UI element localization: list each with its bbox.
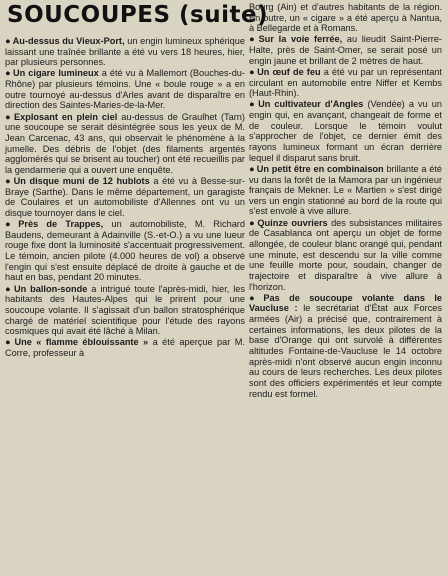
- paragraph-vaucluse: [249, 293, 442, 400]
- paragraph-body: a été vu à Mallemort (Bouches-du-Rhône) par plusieurs témoins. Une « boule rouge » a en outre tournoyé au-dessus d'Arles avant de disparaître en direction des Saintes-Maries-de-la-Mer.: [5, 68, 245, 111]
- paragraph-graulhet: [5, 112, 245, 176]
- paragraph-body: au-dessus de Graulhet (Tarn) une soucoupe se serait désintégrée sous les yeux de M. Jean Carcenac, 43 ans, qui observait le phénomène à la jumelle. Des débris de l'objet (des filaments argentés agglomérés qui se brisent au toucher) ont été recueillis par la gendarmerie qui a ouvert une enquête.: [5, 111, 245, 175]
- bullet-icon: ●: [249, 292, 262, 303]
- right-column: [249, 2, 442, 399]
- paragraph-lead: Une « flamme éblouissante »: [14, 337, 149, 348]
- paragraph-lead: Un cultivateur d'Angles: [258, 99, 364, 110]
- bullet-icon: ●: [249, 34, 257, 45]
- article-title: SOUCOUPES (suite): [7, 2, 269, 28]
- paragraph-ballon-sonde: [5, 284, 245, 337]
- paragraph-lead: Un ballon-sonde: [13, 283, 88, 294]
- bullet-icon: ●: [5, 337, 13, 348]
- paragraph-body: a été vu par un représentant circulant en automobile entre Niffer et Kembs (Haut-Rhin).: [249, 66, 442, 99]
- paragraph-body: Bourg (Ain) et d'autres habitants de la région. En outre, un « cigare » a été aperçu à Nantua, à Bellegarde et à Romans.: [249, 2, 442, 34]
- paragraph-lead: Près de Trappes,: [18, 219, 104, 230]
- paragraph-petit-etre: [249, 164, 442, 217]
- paragraph-body: le secrétariat d'État aux Forces armées (Air) a précisé que, contrairement à certaines informations, les deux pilotes de la base d'Orange qui ont survolé à différentes altitudes Fontaine-de-Vaucluse le 14 octobre après-midi n'ont observé aucun engin inconnu au cours de leurs recherches. Les deux pilotes sont des officiers expérimentés et leur compte rendu est formel.: [249, 303, 443, 399]
- paragraph-lead: Quinze ouvriers: [257, 217, 328, 228]
- bullet-icon: ●: [5, 36, 11, 46]
- paragraph-body: au lieudit Saint-Pierre-Halte, près de Saint-Omer, se serait posé un engin jaune et brillant de 2 mètres de haut.: [249, 34, 442, 66]
- paragraph-voie-ferree: [249, 34, 442, 66]
- paragraph-lead: Un œuf de feu: [257, 66, 321, 77]
- paragraph-lead: Sur la voie ferrée,: [258, 34, 343, 45]
- bullet-icon: ●: [5, 111, 12, 122]
- paragraph-quinze-ouvriers: [249, 218, 442, 293]
- paragraph-lead: Un petit être en combinaison: [256, 163, 384, 174]
- paragraph-lead: Au-dessus du Vieux-Port,: [12, 36, 125, 46]
- bullet-icon: ●: [249, 66, 256, 77]
- bullet-icon: ●: [249, 163, 255, 174]
- paragraph-body: a été vu à Besse-sur-Braye (Sarthe). Dans le même département, un garagiste de Coulaires et un automobiliste d'Allennes ont vu un disque tournoyer dans le ciel.: [5, 176, 245, 218]
- bullet-icon: ●: [5, 176, 12, 187]
- paragraph-body: a été aperçue par M. Corre, professeur à: [5, 337, 245, 359]
- paragraph-mallemort: [5, 68, 245, 111]
- paragraph-body: brillante a été vu dans la forêt de la Mamora par un ingénieur français de Mekner. Le « Martien » s'est dirigé vers un engin stationné au bord de la route qui s'est envolé à vive allure.: [249, 163, 443, 217]
- paragraph-lead: Un disque muni de 12 hublots: [13, 176, 150, 187]
- paragraph-lead: Un cigare lumineux: [13, 68, 99, 79]
- bullet-icon: ●: [249, 217, 256, 228]
- paragraph-flamme: [5, 337, 245, 358]
- bullet-icon: ●: [5, 68, 12, 79]
- paragraph-lead: Pas de soucoupe volante dans le Vaucluse :: [249, 292, 442, 314]
- paragraph-besse-sur-braye: [5, 176, 245, 219]
- paragraph-body: des subsistances militaires de Casablanca ont aperçu un objet de forme allongée, de couleur blanc orangé qui, pendant une minute, est descendu sur la ville comme une feuille morte pour, soudain, changer de trajectoire et disparaître à vive allure à l'horizon.: [249, 217, 442, 292]
- bullet-icon: ●: [5, 219, 17, 230]
- left-column: [5, 0, 269, 359]
- paragraph-angles: [249, 99, 442, 163]
- paragraph-oeuf-de-feu: [249, 67, 442, 99]
- bullet-icon: ●: [249, 99, 257, 110]
- paragraph-trappes: [5, 219, 245, 283]
- paragraph-body: a intrigué toute l'après-midi, hier, les habitants des Hautes-Alpes qui le prirent pour une soucoupe volante. Il s'agissait d'un ballon stratosphérique chargé de matériel scientifique pour l'étude des rayons cosmiques qui avait été lâché à Milan.: [5, 283, 245, 337]
- paragraph-body: un automobiliste, M. Richard Baudens, demeurant à Adainville (S.-et-O.) a vu une lueur rouge fixe dont la luminosité s'accentuait progressivement. Le témoin, ancien pilote (4.000 heures de vol) a observé l'engin qui s'est ensuite déplacé de droite à gauche et de haut en bas, pendant 20 minutes.: [5, 219, 245, 283]
- paragraph-bourg-continued: [249, 2, 442, 34]
- paragraph-body: un engin lumineux sphérique laissant une traînée brillante a été vu vers 18 heures, hier, par plusieurs personnes.: [5, 36, 246, 68]
- paragraph-lead: Explosant en plein ciel: [13, 111, 118, 122]
- paragraph-vieux-port: [5, 36, 245, 68]
- paragraph-body: (Vendée) a vu un engin qui, en avançant, changeait de forme et de couleur. Lorsque le témoin voulut s'approcher de l'objet, ce dernier émit des rayons lumineux formant un écran derrière lequel il disparut sans bruit.: [249, 99, 442, 163]
- bullet-icon: ●: [5, 283, 12, 294]
